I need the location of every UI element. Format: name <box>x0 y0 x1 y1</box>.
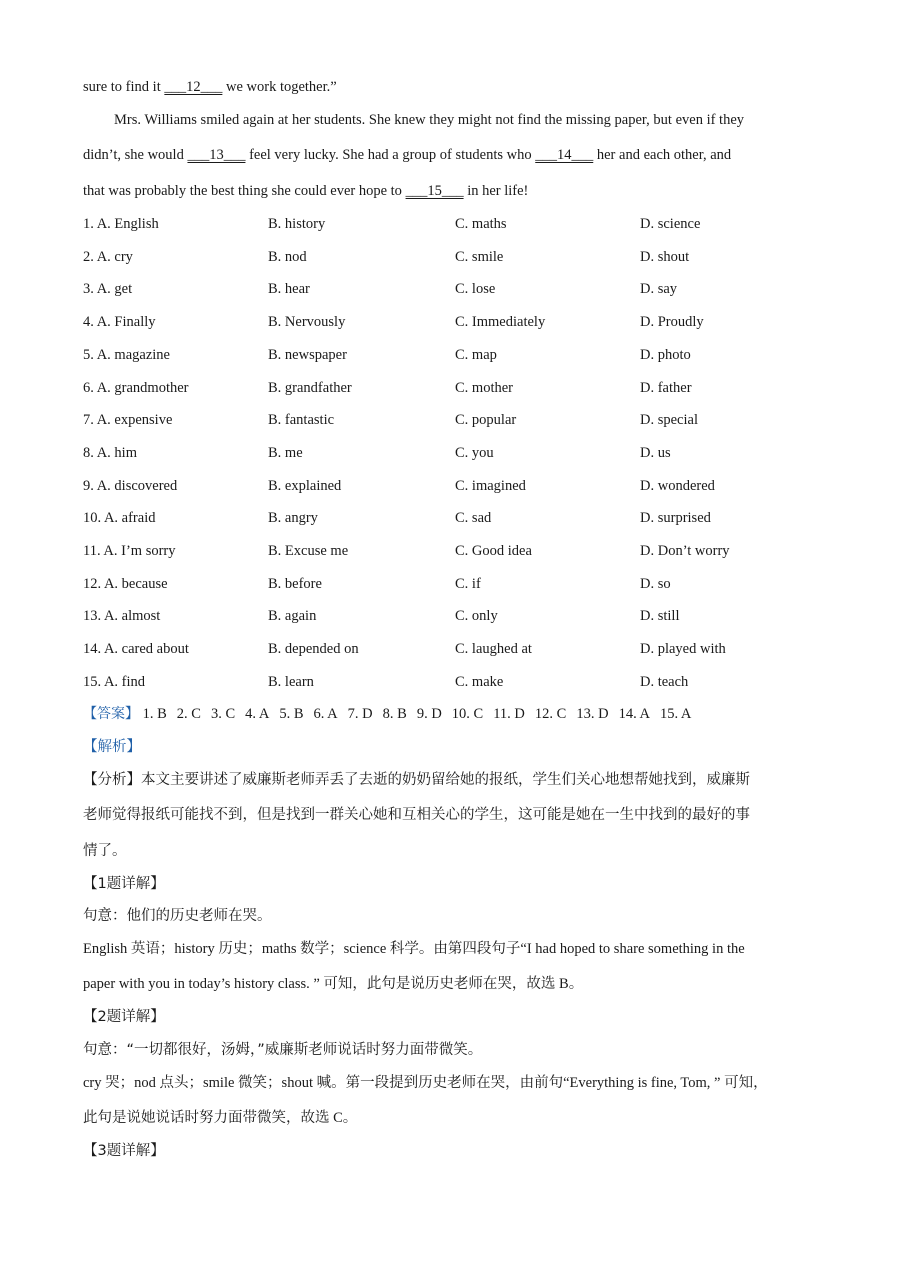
question-row <box>83 279 843 299</box>
option-c: C. Good idea <box>455 543 532 559</box>
option-b: B. nod <box>268 248 307 265</box>
text: her and each other, and <box>593 147 732 163</box>
option-b: B. newspaper <box>268 346 347 363</box>
detail-2-title: 【2题详解】 <box>83 1009 165 1025</box>
summary-line-3: 情了。 <box>83 843 127 859</box>
option-a: 4. A. Finally <box>83 314 156 331</box>
option-c: C. lose <box>455 281 496 298</box>
option-c: C. imagined <box>455 477 526 494</box>
question-row <box>83 312 843 332</box>
question-row <box>83 378 843 398</box>
passage-line-2: Mrs. Williams smiled again at her students. She knew they might not find the missing paper, but even if they <box>114 112 745 128</box>
detail-3-title: 【3题详解】 <box>83 1143 165 1159</box>
option-b: B. Excuse me <box>268 543 349 559</box>
question-row <box>83 443 843 463</box>
option-a: 10. A. afraid <box>83 510 156 527</box>
option-d: D. teach <box>640 673 689 690</box>
text: feel very lucky. She had a group of students who <box>245 147 536 163</box>
option-d: D. so <box>640 575 671 592</box>
answer-item: 10. C <box>451 706 484 722</box>
detail-2-meaning: 句意：“一切都很好，汤姆，”威廉斯老师说话时努力面带微笑。 <box>83 1042 483 1058</box>
option-d: D. us <box>640 444 671 461</box>
option-d: D. wondered <box>640 477 715 494</box>
option-a: 9. A. discovered <box>83 477 178 494</box>
answer-line <box>83 703 701 725</box>
answer-item: 4. A <box>245 706 270 722</box>
answer-item: 13. D <box>576 706 609 722</box>
option-b: B. before <box>268 575 322 592</box>
option-c: C. you <box>455 444 494 461</box>
answer-item: 2. C <box>176 706 201 722</box>
option-c: C. if <box>455 575 481 592</box>
option-c: C. smile <box>455 248 504 265</box>
detail-1-meaning: 句意：他们的历史老师在哭。 <box>83 908 272 924</box>
answer-item: 7. D <box>347 706 373 722</box>
detail-1-title: 【1题详解】 <box>83 876 165 892</box>
option-d: D. played with <box>640 641 726 658</box>
option-d: D. surprised <box>640 510 711 527</box>
option-d: D. special <box>640 412 698 429</box>
option-a: 8. A. him <box>83 444 137 461</box>
option-b: B. Nervously <box>268 314 346 331</box>
answer-item: 12. C <box>534 706 567 722</box>
option-d: D. science <box>640 216 701 232</box>
detail-2-line-1: cry 哭；nod 点头；smile 微笑；shout 喊。第一段提到历史老师在哭，由前句“Everything is fine, Tom, ” 可知， <box>83 1075 768 1091</box>
option-c: C. make <box>455 673 504 690</box>
option-d: D. father <box>640 379 692 396</box>
answer-item: 9. D <box>416 706 442 722</box>
summary-line-1: 【分析】本文主要讲述了威廉斯老师弄丢了去逝的奶奶留给她的报纸，学生们关心地想帮她找到，威廉斯 <box>83 772 750 788</box>
option-d: D. Don’t worry <box>640 543 730 559</box>
option-a: 13. A. almost <box>83 608 161 625</box>
question-row <box>83 508 843 528</box>
option-a: 7. A. expensive <box>83 412 173 429</box>
detail-1-line-1: English 英语；history 历史；maths 数学；science 科学。由第四段句子“I had hoped to share something in the <box>83 941 745 957</box>
answer-item: 5. B <box>279 706 304 722</box>
question-row <box>83 672 843 692</box>
option-b: B. angry <box>268 510 318 527</box>
option-d: D. shout <box>640 248 690 265</box>
passage-line-3 <box>83 145 731 165</box>
blank-13: ___13___ <box>187 147 246 163</box>
passage-line-4 <box>83 181 528 201</box>
option-c: C. maths <box>455 216 507 232</box>
text: in her life! <box>463 183 529 199</box>
question-row <box>83 541 843 561</box>
option-c: C. popular <box>455 412 517 429</box>
detail-1-line-2: paper with you in today’s history class. ” 可知，此句是说历史老师在哭，故选 B。 <box>83 976 584 992</box>
option-a: 12. A. because <box>83 575 168 592</box>
option-b: B. explained <box>268 477 342 494</box>
summary-line-2: 老师觉得报纸可能找不到，但是找到一群关心她和互相关心的学生，这可能是她在一生中找到的最好的事 <box>83 807 750 823</box>
question-row <box>83 476 843 496</box>
question-row <box>83 639 843 659</box>
blank-14: ___14___ <box>535 147 594 163</box>
option-c: C. only <box>455 608 498 625</box>
answer-item: 15. A <box>659 706 692 722</box>
question-row <box>83 574 843 594</box>
question-row <box>83 410 843 430</box>
option-b: B. grandfather <box>268 379 352 396</box>
option-b: B. me <box>268 444 303 461</box>
option-a: 2. A. cry <box>83 248 133 265</box>
text: we work together.” <box>222 79 337 95</box>
option-b: B. again <box>268 608 317 625</box>
answer-item: 14. A <box>618 706 650 722</box>
blank-15: ___15___ <box>405 183 464 199</box>
question-row <box>83 345 843 365</box>
option-b: B. learn <box>268 673 314 690</box>
option-b: B. depended on <box>268 641 359 658</box>
answer-item: 11. D <box>493 706 525 722</box>
answer-item: 6. A <box>313 706 338 722</box>
answer-item: 1. B <box>142 706 167 722</box>
option-a: 1. A. English <box>83 216 159 232</box>
option-d: D. Proudly <box>640 314 704 331</box>
text: that was probably the best thing she could ever hope to <box>83 183 406 199</box>
question-row <box>83 247 843 267</box>
question-row <box>83 606 843 626</box>
option-a: 14. A. cared about <box>83 641 189 658</box>
answer-item: 8. B <box>382 706 407 722</box>
answer-label: 【答案】 <box>83 706 139 722</box>
option-d: D. still <box>640 608 680 625</box>
option-c: C. Immediately <box>455 314 546 331</box>
option-c: C. map <box>455 346 497 363</box>
option-a: 15. A. find <box>83 673 146 690</box>
option-a: 3. A. get <box>83 281 133 298</box>
answer-item: 3. C <box>210 706 236 722</box>
analysis-label: 【解析】 <box>83 739 141 755</box>
passage-line-1 <box>83 77 337 97</box>
option-d: D. photo <box>640 346 691 363</box>
option-b: B. fantastic <box>268 412 335 429</box>
option-c: C. mother <box>455 379 513 396</box>
option-d: D. say <box>640 281 678 298</box>
option-a: 11. A. I’m sorry <box>83 543 176 559</box>
blank-12: ___12___ <box>164 79 223 95</box>
option-a: 6. A. grandmother <box>83 379 189 396</box>
detail-2-line-2: 此句是说她说话时努力面带微笑，故选 C。 <box>83 1110 358 1126</box>
option-b: B. history <box>268 216 326 232</box>
text: sure to find it <box>83 79 165 95</box>
question-row <box>83 214 843 234</box>
answer-items <box>143 706 702 722</box>
option-c: C. sad <box>455 510 492 527</box>
option-c: C. laughed at <box>455 641 532 658</box>
option-b: B. hear <box>268 281 310 298</box>
text: didn’t, she would <box>83 147 188 163</box>
option-a: 5. A. magazine <box>83 346 170 363</box>
